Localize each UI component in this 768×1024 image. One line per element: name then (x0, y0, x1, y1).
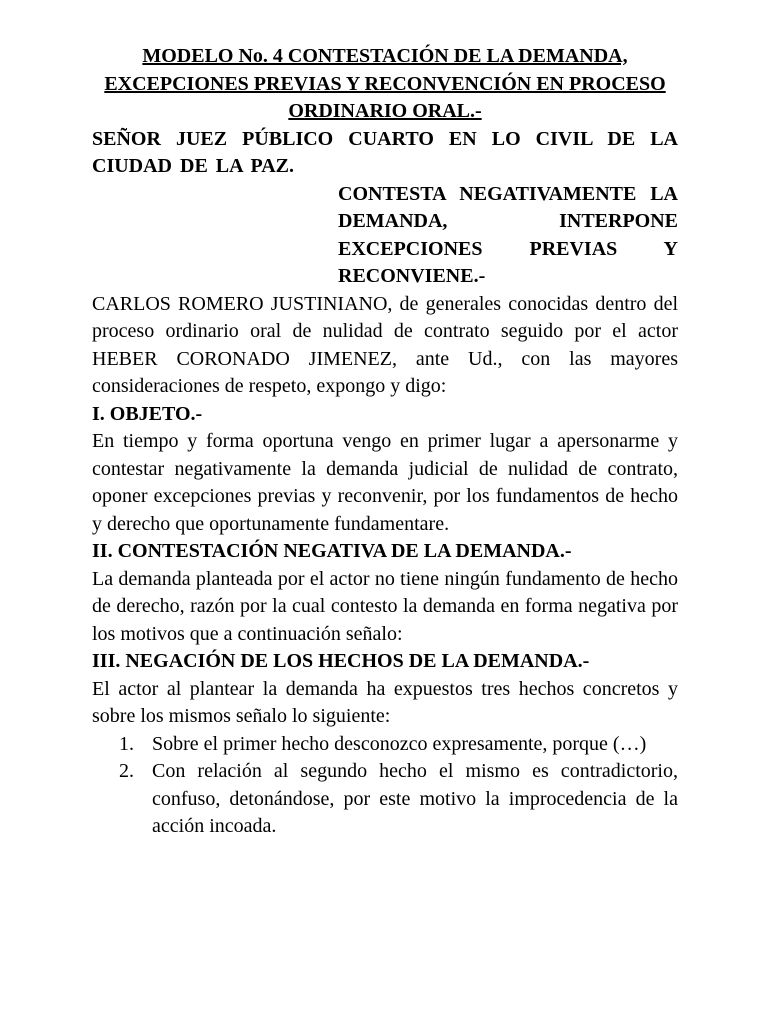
suma-block (338, 181, 678, 291)
list-item (119, 731, 678, 759)
document-title (92, 43, 678, 126)
section-1-heading: I. OBJETO.- (92, 402, 203, 425)
document-page (92, 43, 678, 841)
suma-line-4: RECONVIENE.- (338, 265, 486, 287)
list-item-number: 1. (119, 732, 134, 755)
list-item-text: Sobre el primer hecho desconozco expresamente, porque (…) (152, 732, 647, 755)
section-3-text: El actor al plantear la demanda ha expuestos tres hechos concretos y sobre los mismos señalo lo siguiente: (92, 677, 678, 727)
list-item-number: 2. (119, 760, 134, 782)
court-address: SEÑOR JUEZ PÚBLICO CUARTO EN LO CIVIL DE LA CIUDAD DE LA PAZ. (92, 127, 678, 177)
title-line-1: MODELO No. 4 CONTESTACIÓN DE LA DEMANDA, (142, 45, 628, 67)
section-1-text: En tiempo y forma oportuna vengo en primer lugar a apersonarme y contestar negativamente la demanda judicial de nulidad de contrato, oponer excepciones previas y reconvenir, por los fundamentos de hecho y derecho que oportunamente fundamentare. (92, 430, 678, 535)
suma-line-3: EXCEPCIONES PREVIAS Y (338, 237, 678, 260)
section-3-heading: III. NEGACIÓN DE LOS HECHOS DE LA DEMANDA.- (92, 650, 590, 672)
facts-list (92, 731, 678, 841)
section-2-heading: II. CONTESTACIÓN NEGATIVA DE LA DEMANDA.- (92, 540, 572, 562)
list-item (119, 758, 678, 841)
section-2-text: La demanda planteada por el actor no tiene ningún fundamento de hecho de derecho, razón por la cual contesto la demanda en forma negativa por los motivos que a continuación señalo: (92, 567, 678, 645)
title-line-2: EXCEPCIONES PREVIAS Y RECONVENCIÓN EN PROCESO (104, 72, 666, 95)
intro-paragraph: CARLOS ROMERO JUSTINIANO, de generales conocidas dentro del proceso ordinario oral de nulidad de contrato seguido por el actor HEBER CORONADO JIMENEZ, ante Ud., con las mayores consideraciones de respeto, expongo y digo: (92, 292, 678, 397)
title-line-3: ORDINARIO ORAL.- (288, 100, 482, 122)
suma-line-2: DEMANDA, INTERPONE (338, 210, 678, 232)
list-item-text: Con relación al segundo hecho el mismo es contradictorio, confuso, detonándose, por este motivo la improcedencia de la acción incoada. (152, 760, 678, 837)
suma-line-1: CONTESTA NEGATIVAMENTE LA (338, 182, 678, 205)
